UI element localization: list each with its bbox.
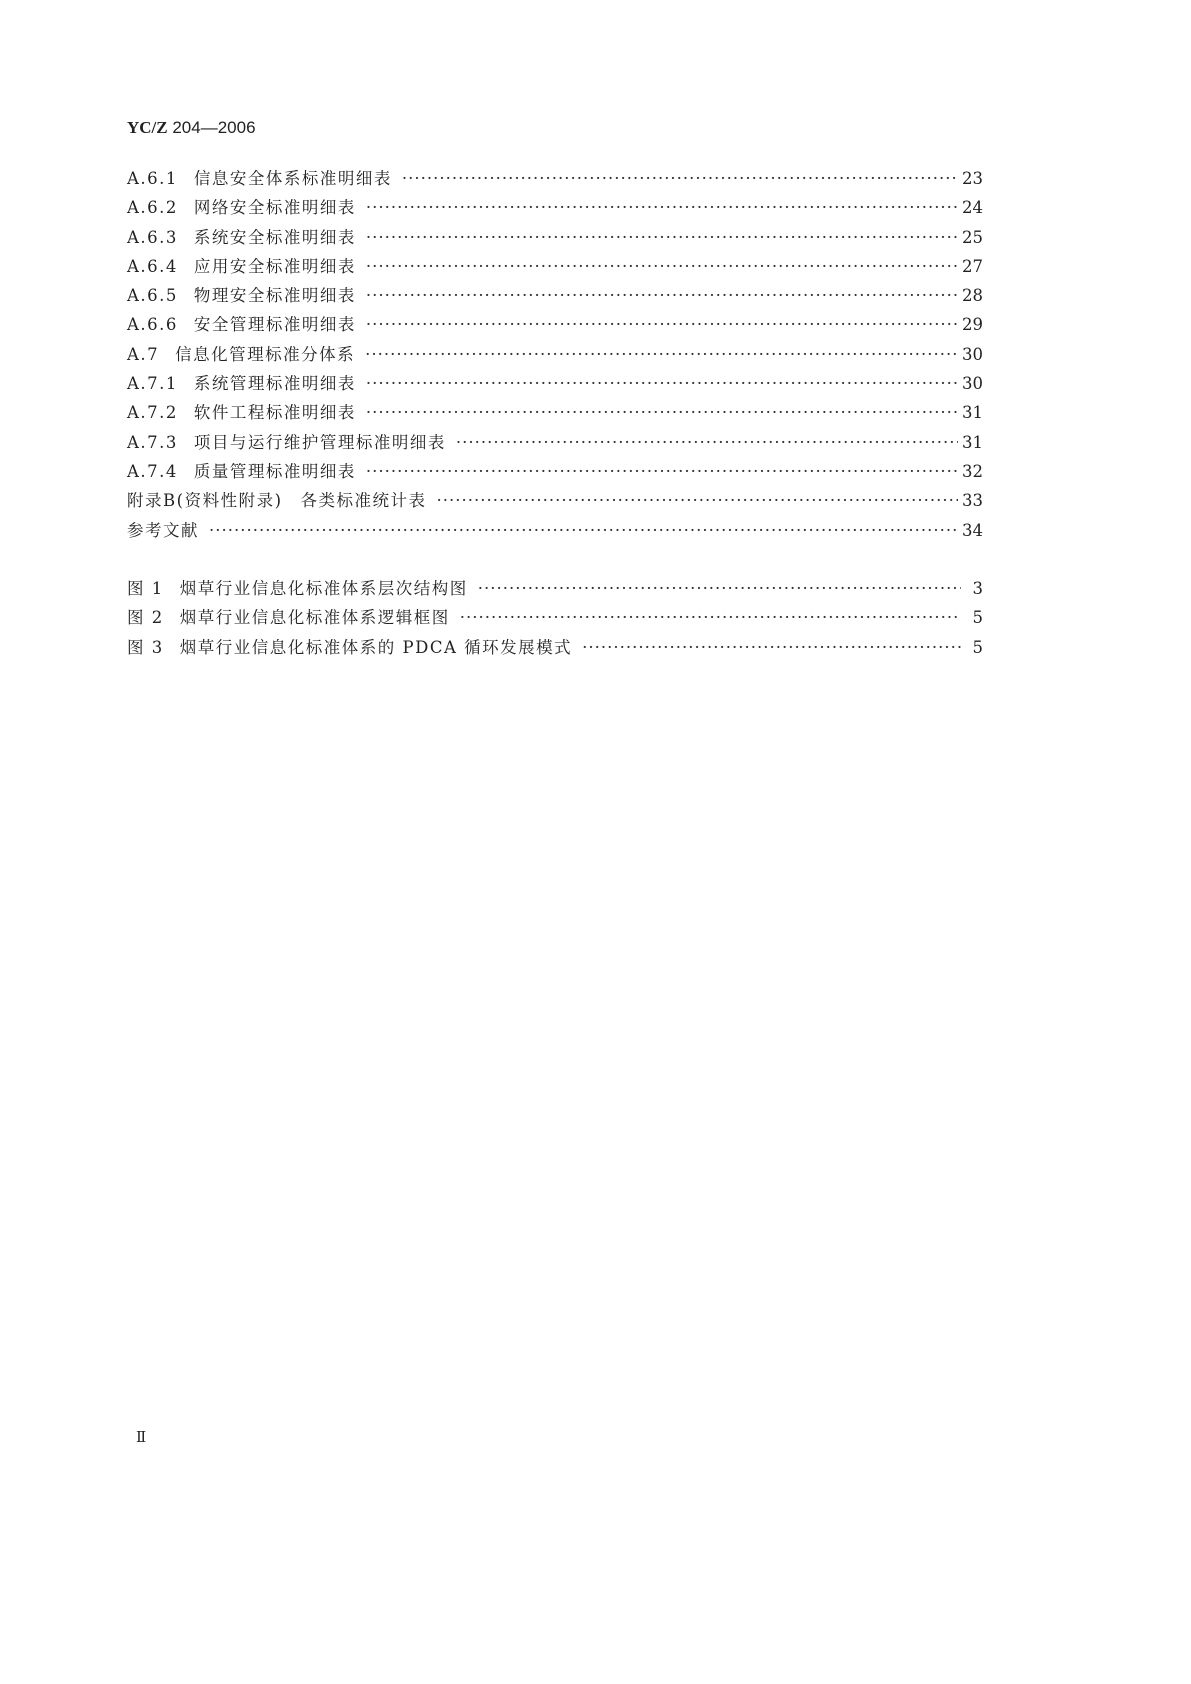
entry-number: A.6.4 xyxy=(127,256,178,276)
entry-page: 31 xyxy=(962,403,983,423)
toc-entry[interactable] xyxy=(127,487,983,516)
header-code: YC/Z xyxy=(127,118,168,137)
entry-number: A.6.2 xyxy=(127,198,178,218)
entry-number: 图 2 xyxy=(127,608,164,628)
toc-entry[interactable] xyxy=(127,458,983,487)
entry-page: 32 xyxy=(962,461,983,481)
entry-number: A.7.2 xyxy=(127,403,178,423)
entry-title: 质量管理标准明细表 xyxy=(193,461,356,481)
entry-title: 系统管理标准明细表 xyxy=(193,374,356,394)
entry-title: 信息安全体系标准明细表 xyxy=(193,169,392,188)
dot-leader xyxy=(437,491,959,510)
toc-entry[interactable] xyxy=(127,341,983,370)
entry-page: 30 xyxy=(962,374,983,394)
dot-leader xyxy=(366,198,958,217)
dot-leader xyxy=(366,462,958,481)
entry-page: 25 xyxy=(962,227,983,247)
dot-leader xyxy=(365,345,958,364)
toc-entry[interactable] xyxy=(127,575,983,604)
entry-title: 网络安全标准明细表 xyxy=(193,198,356,218)
dot-leader xyxy=(366,228,958,247)
entry-title: 项目与运行维护管理标准明细表 xyxy=(193,432,446,452)
toc-entry[interactable] xyxy=(127,517,983,546)
toc-entry[interactable] xyxy=(127,165,983,194)
entry-page: 29 xyxy=(962,315,983,335)
entry-number: 图 1 xyxy=(127,579,164,598)
entry-page: 24 xyxy=(962,198,983,218)
entry-title: 信息化管理标准分体系 xyxy=(175,344,356,364)
dot-leader xyxy=(366,374,958,393)
entry-title: 参考文献 xyxy=(127,520,199,540)
entry-number: A.6.6 xyxy=(127,315,178,335)
entry-page: 3 xyxy=(972,579,983,598)
entry-number: A.6.3 xyxy=(127,227,178,247)
dot-leader xyxy=(460,608,961,627)
toc-entry[interactable] xyxy=(127,604,983,633)
entry-title: 烟草行业信息化标准体系的 PDCA 循环发展模式 xyxy=(179,637,573,657)
entry-page: 23 xyxy=(962,169,983,188)
entry-page: 27 xyxy=(962,256,983,276)
entry-title: 软件工程标准明细表 xyxy=(193,403,356,423)
toc-entry[interactable] xyxy=(127,370,983,399)
dot-leader xyxy=(366,315,958,334)
dot-leader xyxy=(582,638,961,657)
entry-title: 烟草行业信息化标准体系逻辑框图 xyxy=(179,608,450,628)
entry-page: 33 xyxy=(962,491,983,511)
dot-leader xyxy=(366,403,958,422)
table-of-contents xyxy=(127,165,983,546)
entry-page: 30 xyxy=(962,344,983,364)
figure-list xyxy=(127,575,983,663)
entry-title: 附录B(资料性附录) 各类标准统计表 xyxy=(127,491,427,511)
toc-entry[interactable] xyxy=(127,311,983,340)
entry-page: 5 xyxy=(972,608,983,628)
entry-number: A.7.1 xyxy=(127,374,178,394)
toc-entry[interactable] xyxy=(127,282,983,311)
entry-number: A.7.4 xyxy=(127,461,178,481)
entry-page: 5 xyxy=(972,637,983,657)
header-number: 204—2006 xyxy=(167,118,256,137)
entry-title: 烟草行业信息化标准体系层次结构图 xyxy=(179,579,468,598)
dot-leader xyxy=(366,286,958,305)
toc-entry[interactable] xyxy=(127,253,983,282)
entry-number: A.6.5 xyxy=(127,286,178,306)
toc-entry[interactable] xyxy=(127,224,983,253)
dot-leader xyxy=(366,257,958,276)
toc-entry[interactable] xyxy=(127,399,983,428)
entry-title: 应用安全标准明细表 xyxy=(193,256,356,276)
dot-leader xyxy=(402,169,958,188)
entry-number: A.7 xyxy=(127,344,160,364)
entry-page: 34 xyxy=(962,520,983,540)
entry-title: 系统安全标准明细表 xyxy=(193,227,356,247)
page-number: Ⅱ xyxy=(136,1428,147,1446)
dot-leader xyxy=(209,521,958,540)
standard-code-header xyxy=(127,118,256,138)
entry-number: A.7.3 xyxy=(127,432,178,452)
dot-leader xyxy=(456,433,958,452)
toc-entry[interactable] xyxy=(127,194,983,223)
entry-title: 物理安全标准明细表 xyxy=(193,286,356,306)
entry-page: 31 xyxy=(962,432,983,452)
toc-entry[interactable] xyxy=(127,429,983,458)
entry-number: A.6.1 xyxy=(127,169,178,188)
toc-entry[interactable] xyxy=(127,634,983,663)
entry-number: 图 3 xyxy=(127,637,164,657)
entry-page: 28 xyxy=(962,286,983,306)
entry-title: 安全管理标准明细表 xyxy=(193,315,356,335)
dot-leader xyxy=(478,579,961,598)
